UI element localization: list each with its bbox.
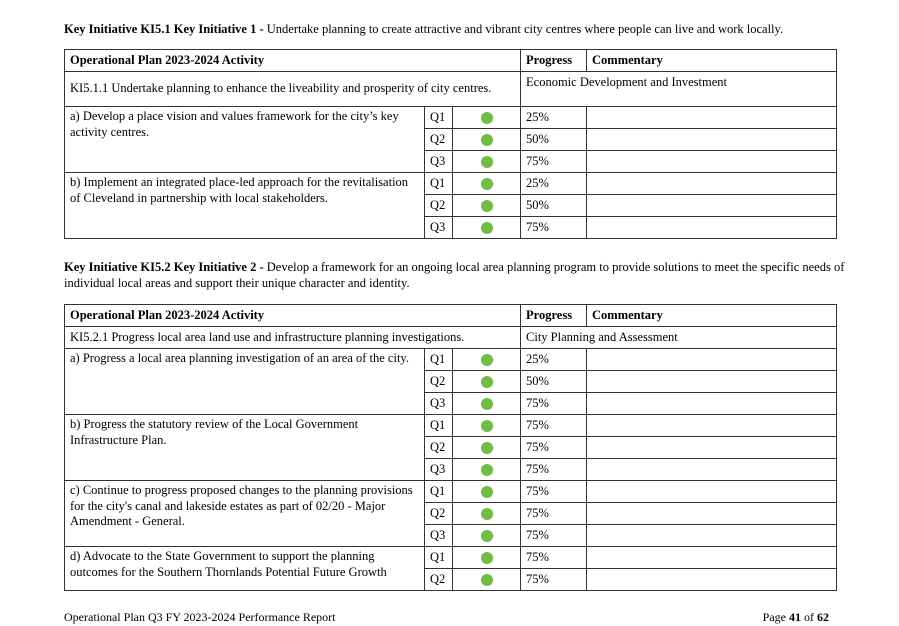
- quarter-row: [65, 173, 837, 195]
- operational-plan-table-ki52: [64, 304, 837, 591]
- quarter-row: [65, 349, 837, 371]
- status-dot-icon: [481, 134, 493, 146]
- table-header-row: [65, 305, 837, 327]
- heading-bold: Key Initiative KI5.2 Key Initiative 2 -: [64, 260, 264, 274]
- activity-description: a) Progress a local area planning investigation of an area of the city.: [65, 349, 425, 415]
- footer-report-title: [64, 610, 336, 624]
- sub-activity-text: KI5.1.1 Undertake planning to enhance the liveability and prosperity of city centres.: [65, 72, 521, 107]
- quarter-label: Q2: [425, 195, 453, 217]
- commentary-cell: [587, 129, 837, 151]
- quarter-label: Q3: [425, 525, 453, 547]
- header-activity: Operational Plan 2023-2024 Activity: [65, 305, 521, 327]
- quarter-label: Q2: [425, 503, 453, 525]
- quarter-label: Q3: [425, 217, 453, 239]
- page-current: 41: [789, 610, 801, 624]
- header-commentary: Commentary: [587, 50, 837, 72]
- status-dot-icon: [481, 222, 493, 234]
- quarter-label: Q1: [425, 415, 453, 437]
- status-dot-icon: [481, 552, 493, 564]
- status-dot-icon: [481, 574, 493, 586]
- status-cell: [453, 371, 521, 393]
- status-cell: [453, 349, 521, 371]
- status-cell: [453, 195, 521, 217]
- status-dot-icon: [481, 442, 493, 454]
- progress-value: 25%: [521, 349, 587, 371]
- commentary-cell: [587, 547, 837, 569]
- status-cell: [453, 415, 521, 437]
- commentary-cell: [587, 151, 837, 173]
- quarter-label: Q1: [425, 173, 453, 195]
- quarter-row: [65, 481, 837, 503]
- progress-value: 75%: [521, 151, 587, 173]
- quarter-label: Q1: [425, 349, 453, 371]
- quarter-label: Q1: [425, 481, 453, 503]
- quarter-label: Q3: [425, 393, 453, 415]
- activity-description: b) Implement an integrated place-led approach for the revitalisation of Cleveland in partnership with local stakeholders.: [65, 173, 425, 239]
- status-cell: [453, 173, 521, 195]
- progress-value: 75%: [521, 437, 587, 459]
- commentary-cell: [587, 481, 837, 503]
- status-cell: [453, 151, 521, 173]
- status-dot-icon: [481, 508, 493, 520]
- status-cell: [453, 217, 521, 239]
- section-heading-ki51: [64, 21, 854, 37]
- progress-value: 50%: [521, 129, 587, 151]
- activity-description: b) Progress the statutory review of the Local Government Infrastructure Plan.: [65, 415, 425, 481]
- table-header-row: [65, 50, 837, 72]
- quarter-label: Q3: [425, 151, 453, 173]
- status-dot-icon: [481, 376, 493, 388]
- status-cell: [453, 481, 521, 503]
- commentary-cell: [587, 107, 837, 129]
- status-dot-icon: [481, 156, 493, 168]
- quarter-label: Q2: [425, 569, 453, 591]
- progress-value: 75%: [521, 481, 587, 503]
- status-dot-icon: [481, 464, 493, 476]
- progress-value: 75%: [521, 569, 587, 591]
- progress-value: 75%: [521, 547, 587, 569]
- commentary-cell: [587, 217, 837, 239]
- commentary-cell: [587, 393, 837, 415]
- page-prefix: Page: [762, 610, 789, 624]
- footer-left-text: Operational Plan Q3 FY 2023-2024 Performance Report: [64, 610, 336, 624]
- header-progress: Progress: [521, 50, 587, 72]
- header-activity: Operational Plan 2023-2024 Activity: [65, 50, 521, 72]
- commentary-cell: [587, 459, 837, 481]
- status-dot-icon: [481, 200, 493, 212]
- quarter-label: Q1: [425, 107, 453, 129]
- quarter-label: Q3: [425, 459, 453, 481]
- activity-description: c) Continue to progress proposed changes to the planning provisions for the city's canal and lakeside estates as part of 02/20 - Major Amendment - General.: [65, 481, 425, 547]
- status-dot-icon: [481, 354, 493, 366]
- status-cell: [453, 503, 521, 525]
- responsible-unit: Economic Development and Investment: [521, 72, 837, 107]
- commentary-cell: [587, 173, 837, 195]
- progress-value: 75%: [521, 459, 587, 481]
- heading-text: Undertake planning to create attractive and vibrant city centres where people can live and work locally.: [263, 22, 784, 36]
- status-dot-icon: [481, 486, 493, 498]
- quarter-label: Q1: [425, 547, 453, 569]
- status-cell: [453, 107, 521, 129]
- quarter-row: [65, 547, 837, 569]
- progress-value: 50%: [521, 371, 587, 393]
- quarter-label: Q2: [425, 129, 453, 151]
- quarter-label: Q2: [425, 437, 453, 459]
- progress-value: 75%: [521, 415, 587, 437]
- header-progress: Progress: [521, 305, 587, 327]
- commentary-cell: [587, 569, 837, 591]
- progress-value: 75%: [521, 393, 587, 415]
- sub-activity-text: KI5.2.1 Progress local area land use and infrastructure planning investigations.: [65, 327, 521, 349]
- progress-value: 50%: [521, 195, 587, 217]
- activity-description: a) Develop a place vision and values framework for the city’s key activity centres.: [65, 107, 425, 173]
- status-dot-icon: [481, 178, 493, 190]
- responsible-unit: City Planning and Assessment: [521, 327, 837, 349]
- status-cell: [453, 459, 521, 481]
- status-cell: [453, 393, 521, 415]
- status-cell: [453, 129, 521, 151]
- status-dot-icon: [481, 398, 493, 410]
- section-heading-ki52: [64, 259, 854, 291]
- heading-bold: Key Initiative KI5.1 Key Initiative 1 -: [64, 22, 264, 36]
- status-cell: [453, 569, 521, 591]
- status-cell: [453, 547, 521, 569]
- sub-activity-row: [65, 327, 837, 349]
- commentary-cell: [587, 415, 837, 437]
- sub-activity-row: [65, 72, 837, 107]
- status-dot-icon: [481, 530, 493, 542]
- progress-value: 75%: [521, 217, 587, 239]
- commentary-cell: [587, 503, 837, 525]
- header-commentary: Commentary: [587, 305, 837, 327]
- page-total: 62: [817, 610, 829, 624]
- commentary-cell: [587, 437, 837, 459]
- progress-value: 25%: [521, 107, 587, 129]
- status-cell: [453, 525, 521, 547]
- status-dot-icon: [481, 112, 493, 124]
- progress-value: 75%: [521, 503, 587, 525]
- progress-value: 25%: [521, 173, 587, 195]
- quarter-row: [65, 107, 837, 129]
- operational-plan-table-ki51: [64, 49, 837, 239]
- commentary-cell: [587, 525, 837, 547]
- commentary-cell: [587, 195, 837, 217]
- page-of: of: [801, 610, 817, 624]
- heading-text: Develop a framework for an ongoing local area planning program to provide solutions to meet the specific needs of individual local areas and support their unique character and identity.: [64, 260, 845, 290]
- status-cell: [453, 437, 521, 459]
- progress-value: 75%: [521, 525, 587, 547]
- commentary-cell: [587, 371, 837, 393]
- quarter-label: Q2: [425, 371, 453, 393]
- status-dot-icon: [481, 420, 493, 432]
- footer-page-number: [763, 610, 829, 624]
- activity-description: d) Advocate to the State Government to support the planning outcomes for the Southern Thornlands Potential Future Growth: [65, 547, 425, 591]
- quarter-row: [65, 415, 837, 437]
- commentary-cell: [587, 349, 837, 371]
